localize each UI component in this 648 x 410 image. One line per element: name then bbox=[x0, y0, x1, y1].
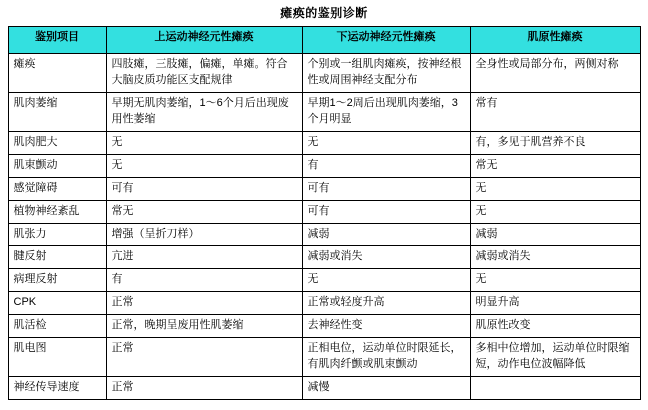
cell-upper: 无 bbox=[106, 154, 302, 177]
table-row bbox=[8, 154, 640, 177]
cell-myogenic: 常有 bbox=[470, 92, 640, 131]
table-row bbox=[8, 377, 640, 400]
cell-upper: 正常 bbox=[106, 292, 302, 315]
differential-diagnosis-table bbox=[8, 26, 641, 400]
cell-myogenic: 多相中位增加，运动单位时限缩短，动作电位波幅降低 bbox=[470, 338, 640, 377]
cell-upper: 可有 bbox=[106, 177, 302, 200]
cell-myogenic: 无 bbox=[470, 269, 640, 292]
cell-myogenic: 常无 bbox=[470, 154, 640, 177]
cell-myogenic: 肌原性改变 bbox=[470, 315, 640, 338]
table-row bbox=[8, 131, 640, 154]
column-header-item: 鉴别项目 bbox=[8, 27, 106, 54]
cell-upper: 正常 bbox=[106, 377, 302, 400]
cell-item: 肌肉萎缩 bbox=[8, 92, 106, 131]
cell-item: 病理反射 bbox=[8, 269, 106, 292]
cell-myogenic: 全身性或局部分布，两侧对称 bbox=[470, 54, 640, 93]
table-row bbox=[8, 292, 640, 315]
table-row bbox=[8, 200, 640, 223]
cell-lower: 有 bbox=[302, 154, 470, 177]
cell-myogenic: 有，多见于肌营养不良 bbox=[470, 131, 640, 154]
cell-lower: 减弱或消失 bbox=[302, 246, 470, 269]
cell-lower: 个别或一组肌肉瘫痪，按神经根性或周围神经支配分布 bbox=[302, 54, 470, 93]
cell-item: 肌张力 bbox=[8, 223, 106, 246]
cell-lower: 早期1～2周后出现肌肉萎缩，3个月明显 bbox=[302, 92, 470, 131]
cell-lower: 无 bbox=[302, 131, 470, 154]
cell-lower: 正常或轻度升高 bbox=[302, 292, 470, 315]
table-row bbox=[8, 177, 640, 200]
cell-upper: 亢进 bbox=[106, 246, 302, 269]
cell-item: 感觉障碍 bbox=[8, 177, 106, 200]
cell-item: 瘫痪 bbox=[8, 54, 106, 93]
column-header-upper-motor-neuron: 上运动神经元性瘫痪 bbox=[106, 27, 302, 54]
cell-item: 肌活检 bbox=[8, 315, 106, 338]
cell-item: 神经传导速度 bbox=[8, 377, 106, 400]
table-header-row bbox=[8, 27, 640, 54]
table-row bbox=[8, 246, 640, 269]
cell-upper: 早期无肌肉萎缩，1～6个月后出现废用性萎缩 bbox=[106, 92, 302, 131]
cell-myogenic: 明显升高 bbox=[470, 292, 640, 315]
table-row bbox=[8, 54, 640, 93]
column-header-myogenic: 肌原性瘫痪 bbox=[470, 27, 640, 54]
cell-item: 肌电图 bbox=[8, 338, 106, 377]
cell-item: 植物神经紊乱 bbox=[8, 200, 106, 223]
cell-lower: 可有 bbox=[302, 177, 470, 200]
cell-upper: 正常 bbox=[106, 338, 302, 377]
cell-upper: 常无 bbox=[106, 200, 302, 223]
cell-item: 腱反射 bbox=[8, 246, 106, 269]
cell-lower: 去神经性变 bbox=[302, 315, 470, 338]
table-row bbox=[8, 315, 640, 338]
cell-lower: 正相电位，运动单位时限延长，有肌肉纤颤或肌束颤动 bbox=[302, 338, 470, 377]
cell-upper: 增强（呈折刀样） bbox=[106, 223, 302, 246]
cell-upper: 有 bbox=[106, 269, 302, 292]
column-header-lower-motor-neuron: 下运动神经元性瘫痪 bbox=[302, 27, 470, 54]
cell-lower: 可有 bbox=[302, 200, 470, 223]
cell-myogenic: 减弱 bbox=[470, 223, 640, 246]
cell-lower: 减弱 bbox=[302, 223, 470, 246]
table-row bbox=[8, 223, 640, 246]
table-row bbox=[8, 92, 640, 131]
cell-myogenic: 减弱或消失 bbox=[470, 246, 640, 269]
table-row bbox=[8, 338, 640, 377]
cell-myogenic: 无 bbox=[470, 177, 640, 200]
cell-item: CPK bbox=[8, 292, 106, 315]
cell-myogenic: 无 bbox=[470, 200, 640, 223]
cell-upper: 四肢瘫，三肢瘫，偏瘫，单瘫。符合大脑皮质功能区支配规律 bbox=[106, 54, 302, 93]
page-title: 瘫痪的鉴别诊断 bbox=[280, 6, 368, 20]
cell-upper: 正常，晚期呈废用性肌萎缩 bbox=[106, 315, 302, 338]
cell-myogenic bbox=[470, 377, 640, 400]
cell-lower: 无 bbox=[302, 269, 470, 292]
cell-item: 肌束颤动 bbox=[8, 154, 106, 177]
cell-item: 肌肉肥大 bbox=[8, 131, 106, 154]
cell-upper: 无 bbox=[106, 131, 302, 154]
table-row bbox=[8, 269, 640, 292]
cell-lower: 减慢 bbox=[302, 377, 470, 400]
